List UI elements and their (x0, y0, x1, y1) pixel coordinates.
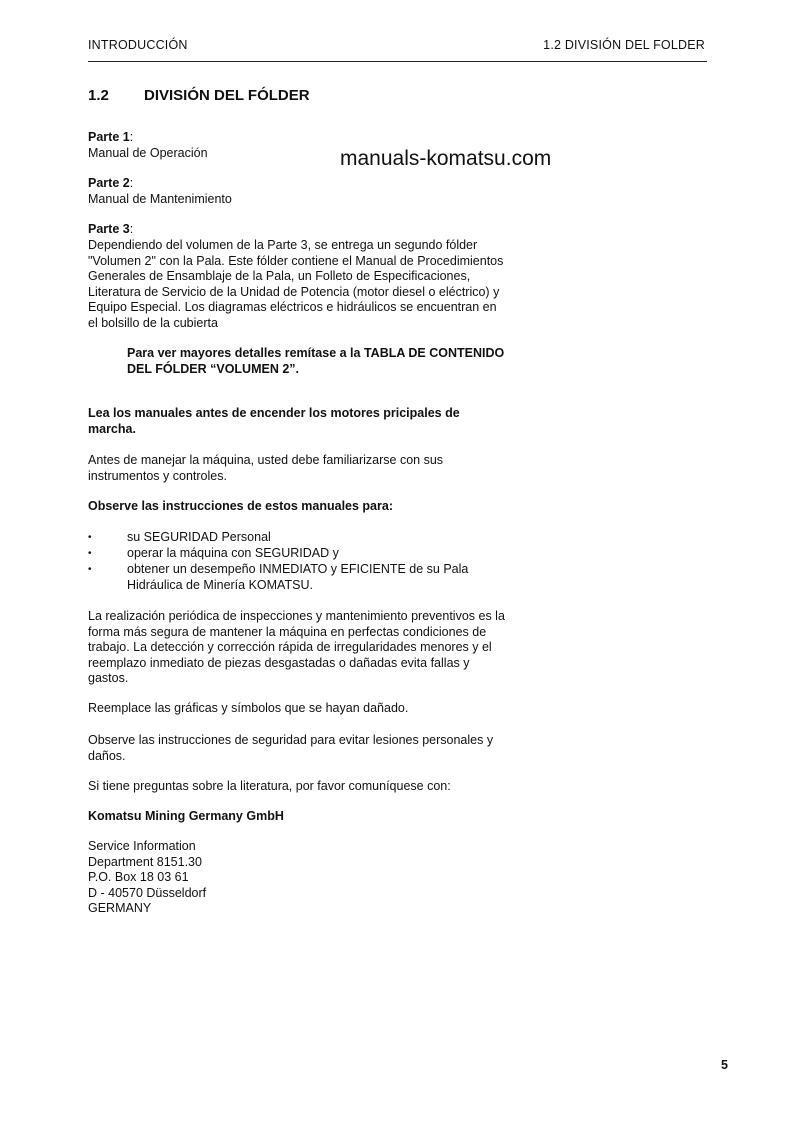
bullet-line: obtener un desempeño INMEDIATO y EFICIENTE de su Pala (127, 562, 469, 576)
part-1-label (88, 130, 538, 146)
section-title: DIVISIÓN DEL FÓLDER (144, 87, 310, 104)
heading-line: marcha. (88, 421, 136, 436)
paragraph-line: instrumentos y controles. (88, 468, 227, 483)
part-3-line: Equipo Especial. Los diagramas eléctricos e hidráulicos se encuentran en (88, 300, 497, 314)
paragraph-line: trabajo. La detección y corrección rápida de irregularidades menores y el (88, 640, 492, 654)
part-2-colon: : (129, 176, 134, 190)
bullet-item (127, 562, 527, 593)
paragraph-line: Antes de manejar la máquina, usted debe familiarizarse con sus (88, 453, 444, 467)
paragraph-line: gastos. (88, 671, 129, 685)
header-right-title: 1.2 DIVISIÓN DEL FOLDER (543, 38, 705, 52)
paragraph-line: Observe las instrucciones de seguridad para evitar lesiones personales y (88, 733, 494, 747)
part-2-label (88, 176, 538, 192)
address-line: P.O. Box 18 03 61 (88, 870, 189, 884)
bullet-line: Hidráulica de Minería KOMATSU. (127, 577, 313, 592)
watermark-text: manuals-komatsu.com (340, 147, 552, 170)
paragraph-line: La realización periódica de inspecciones y mantenimiento preventivos es la (88, 609, 505, 623)
paragraph-line: forma más segura de mantener la máquina en perfectas condiciones de (88, 624, 487, 639)
heading-line: Lea los manuales antes de encender los motores pricipales de (88, 406, 460, 420)
observe-heading: Observe las instrucciones de estos manuales para: (88, 499, 393, 513)
company-name: Komatsu Mining Germany GmbH (88, 809, 284, 823)
part-1-colon: : (129, 130, 134, 144)
part-3-line: Generales de Ensamblaje de la Pala, un Folleto de Especificaciones, (88, 269, 471, 283)
part-1-label-text: Parte 1 (88, 130, 130, 144)
address-line: Department 8151.30 (88, 854, 202, 869)
header-left-title: INTRODUCCIÓN (88, 38, 188, 52)
note-line: Para ver mayores detalles remítase a la TABLA DE CONTENIDO (127, 346, 505, 360)
part-3-colon: : (129, 222, 134, 236)
part-3-label-text: Parte 3 (88, 222, 130, 236)
part-3-line: "Volumen 2" con la Pala. Este fólder contiene el Manual de Procedimientos (88, 253, 504, 268)
part-2-text: Manual de Mantenimiento (88, 192, 232, 206)
part-3-line: Dependiendo del volumen de la Parte 3, se entrega un segundo fólder (88, 238, 478, 252)
safety-paragraph (88, 733, 538, 764)
paragraph-line: reemplazo inmediato de piezas desgastadas o dañadas evita fallas y (88, 655, 470, 670)
part-3-line: el bolsillo de la cubierta (88, 315, 218, 330)
bullet-marker: • (88, 548, 92, 559)
part-3-line: Literatura de Servicio de la Unidad de Potencia (motor diesel o eléctrico) y (88, 284, 500, 299)
maintenance-paragraph (88, 609, 538, 687)
note-line: DEL FÓLDER “VOLUMEN 2”. (127, 361, 300, 376)
part-3-label (88, 222, 538, 238)
bullet-marker: • (88, 532, 92, 543)
volume-2-note (127, 346, 547, 377)
part-1-text: Manual de Operación (88, 146, 208, 160)
address-line: D - 40570 Düsseldorf (88, 885, 207, 900)
read-manuals-heading (88, 406, 538, 437)
address-line: GERMANY (88, 901, 152, 915)
address-line: Service Information (88, 839, 196, 853)
part-2-label-text: Parte 2 (88, 176, 130, 190)
page-number: 5 (721, 1058, 728, 1072)
bullet-item: su SEGURIDAD Personal (127, 530, 271, 544)
bullet-marker: • (88, 564, 92, 575)
paragraph-line: daños. (88, 748, 126, 763)
bullet-item: operar la máquina con SEGURIDAD y (127, 546, 339, 560)
familiarize-paragraph (88, 453, 538, 484)
replace-paragraph: Reemplace las gráficas y símbolos que se hayan dañado. (88, 701, 409, 715)
address-block (88, 839, 538, 917)
questions-paragraph: Si tiene preguntas sobre la literatura, por favor comuníquese con: (88, 779, 451, 793)
section-number: 1.2 (88, 87, 109, 104)
part-3-paragraph (88, 238, 538, 331)
header-rule (88, 61, 707, 62)
